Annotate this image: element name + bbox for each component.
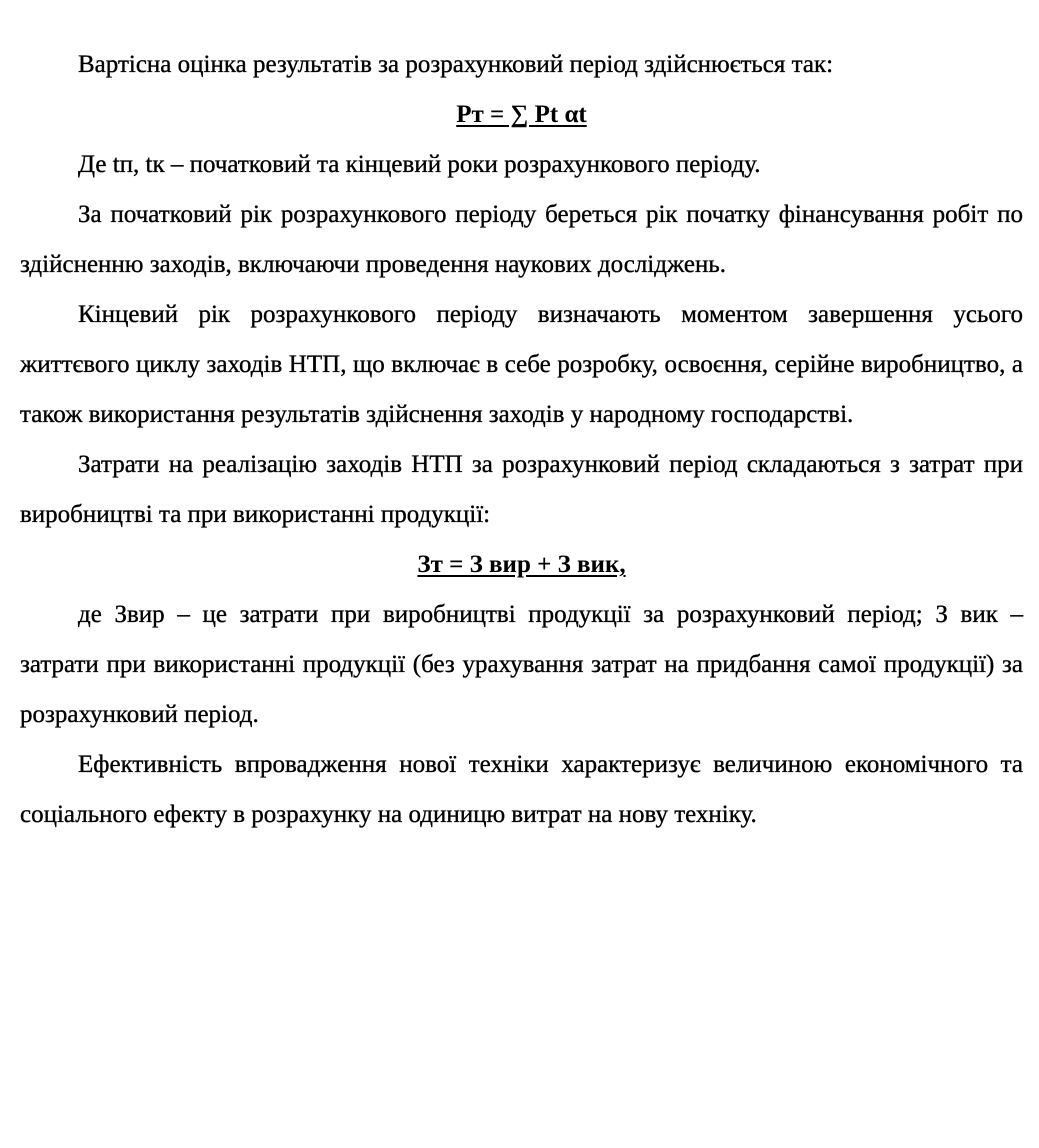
paragraph-intro: Вартісна оцінка результатів за розрахунковий період здійснюється так: xyxy=(78,51,834,78)
paragraph-costs-definition: де Звир – це затрати при виробництві продукції за розрахунковий період; З вик – затрати при використанні продукції (без урахування затрат на придбання самої продукції) за розрахунковий період. xyxy=(20,601,1023,728)
paragraph-start-year: За початковий рік розрахункового періоду береться рік початку фінансування робіт по здійсненню заходів, включаючи проведення наукових досліджень. xyxy=(20,201,1023,278)
paragraph-efficiency: Ефективність впровадження нової техніки характеризує величиною економічного та соціального ефекту в розрахунку на одиницю витрат на нову техніку. xyxy=(20,751,1023,828)
paragraph-years-definition: Де tп, tк – початковий та кінцевий роки розрахункового періоду. xyxy=(78,151,761,178)
document-page xyxy=(20,40,1023,840)
paragraph-costs: Затрати на реалізацію заходів НТП за розрахунковий період складаються з затрат при виробництві та при використанні продукції: xyxy=(20,451,1023,528)
formula-costs: Зт = З вир + З вик, xyxy=(417,551,626,578)
paragraph-end-year: Кінцевий рік розрахункового періоду визначають моментом завершення усього життєвого циклу заходів НТП, що включає в себе розробку, освоєння, серійне виробництво, а також використання результатів здійснення заходів у народному господарстві. xyxy=(20,301,1023,428)
formula-results: Рт = ∑ Рt αt xyxy=(456,101,587,128)
